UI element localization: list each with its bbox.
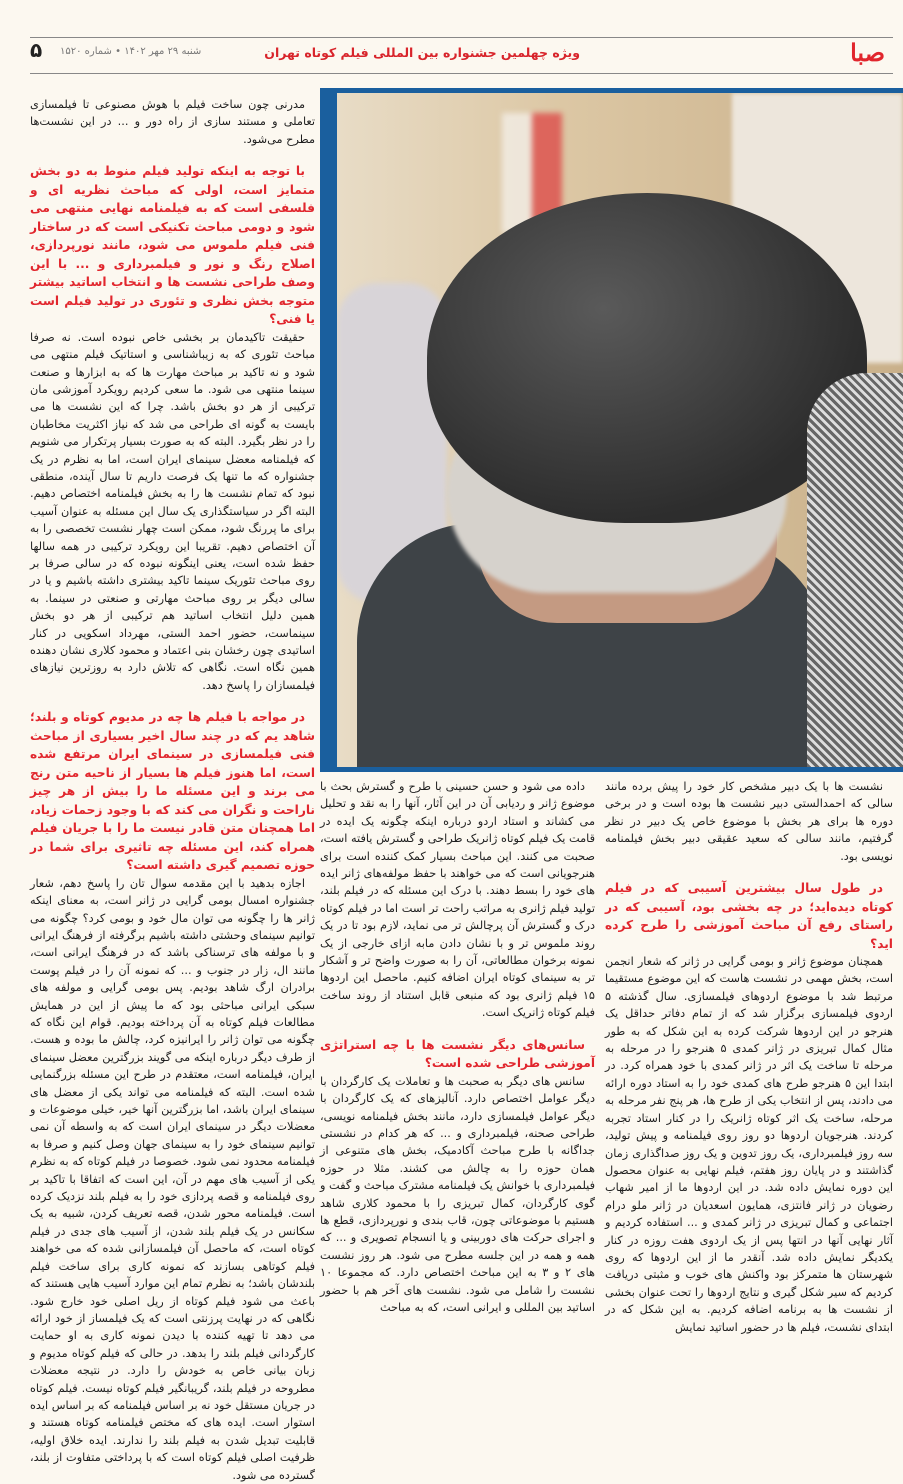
body-paragraph: سانس های دیگر به صحبت ها و تعاملات یک کارگردان با دیگر عوامل اختصاص دارد. آنالیزهای که یک کارگردان با دیگر عوامل فیلمسازی دارد، مانند بخش فیلمنامه نویسی، طراحی صحنه، فیلمبرداری و ... که هر کدام در نشستی جداگانه با طرح مباحث آکادمیک، بخش های متنوعی از همان حوزه را به چالش می کشند. مثلا در حوزه فیلمبرداری با خوانش یک فیلمنامه مشترک مباحث و گفت و گوی کارگردان، کمال تبریزی را با محمود کلاری شاهد هستیم با موضوعاتی چون، قاب بندی و نورپردازی، قطع ها و اجرای حرکت های دوربینی و یا انسجام تصویری و ... که همه و همه در این جلسه مطرح می شود. هر روز نشست های ۲ و ۳ به این مباحث اختصاص دارد. که مجموعا ۱۰ نشست را شامل می شود. نشست های آخر هم با حضور اساتید بین المللی و ایرانی است، که به مباحث bbox=[320, 1074, 595, 1314]
cap bbox=[427, 193, 867, 523]
middle-column bbox=[320, 778, 595, 1316]
left-column bbox=[30, 96, 315, 1484]
body-paragraph: اجازه بدهید با این مقدمه سوال تان را پاسخ دهم، شعار جشنواره امسال بومی گرایی در ژانر است، به معنای اینکه ژانر ها را چگونه می توان مال خود و بومی کرد؟ چگونه می توانیم سینمای وحشتی داشته باشیم برگرفته از فرهنگ ایرانی و با مولفه های ترسناکی باشد که در فرهنگ ایرانی است، مانند ال، زار در جنوب و ... که نمونه آن را در فیلم پوست برادران ارگ شاهد بودیم. پس بومی گرایی و مولفه های سبکی ایرانی مباحثی بود که ما پیش از این در همایش مطالعات فیلم کوتاه به آن پرداخته بودیم. قوام این نگاه که چگونه می توان ژانر را ایرانیزه کرد، چالش ما بوده و هست. از طرف دیگر درباره اینکه می گویند بزرگترین معضل سینمای ایران، فیلمنامه است، معتقدم در طرح این مسئله بزرگنمایی شده است. البته که فیلمنامه می تواند یکی از معضل های سینمای ایران باشد، اما بزرگترین آنها خیر، خیلی موضوعات و معضلات دیگر در سینمای ایران است که به واسطه آن نمی توانیم سینمای خود را به سینمای جهان وصل کنیم و صرفا به فیلمنامه محدود نمی شود. خصوصا در فیلم کوتاه که به نظرم یکی از آسیب های مهم در آن، این است که اتفاقا با تاکید بر روی فیلمنامه و قصه پردازی خود را به فیلم بلند نزدیک کرده است. فیلمنامه محور شدن، قصه تعریف کردن، شبیه به یک سکانس در یک فیلم بلند شدن، از آسیب های جدی در فیلم کوتاه است، که ماحصل آن فیلمسازانی شده که می خواهند فیلم کوتاهی بسازند که نمونه کاری برای ساخت فیلم بلندشان باشد؛ به نظرم تمام این موارد آسیب هایی هستند که باعث می شود فیلم کوتاه از ریل اصلی خود خارج شود. نگاهی که در نهایت پرزنتی است که یک فیلمساز از خود ارائه می دهد تا تهیه کننده با دیدن نمونه کاری به او حمایت کارگردانی فیلم بلند را بدهد. در حالی که فیلم کوتاه مدیوم و زبان بیانی خاص به خودش را دارد. در نتیجه معضلات مطروحه در فیلم بلند، گریبانگیر فیلم کوتاه نیست. فیلم کوتاه در جریان مستقل خود نه بر اساس فیلمنامه که بر اساس ایده استوار است. ایده های که مختص فیلمنامه کوتاه هستند و قابلیت تبدیل شدن به فیلم بلند را ندارند. ایده خلاق اولیه، ظرفیت اصلی فیلم کوتاه است که با پرداختی متفاوت از بلند، گسترده می شود. bbox=[30, 876, 315, 1482]
body-paragraph: نشست ها با یک دبیر مشخص کار خود را پیش برده مانند سالی که احمدالستی دبیر نشست ها بوده است و در برخی دوره ها برای هر بخش با موضوع خاص یک دبیر در نظر گرفتیم، مانند سالی که سعید عقیقی دبیر بخش فیلمنامه نویسی بود. bbox=[605, 780, 893, 863]
newspaper-logo: صبا bbox=[850, 38, 885, 67]
body-paragraph: همچنان موضوع ژانر و بومی گرایی در ژانر که شعار انجمن است، بخش مهمی در نشست هاست که این موضوع مستقیما مرتبط شد با موضوع اردوهای فیلمسازی. سال گذشته ۵ اردوی فیلمسازی برگزار شد که از تمام دفاتر حداقل یک هنرجو در این اردوها شرکت کرده به این شکل که به طور مثال کمال تبریزی در ژانر کمدی ۵ هنرجو را در مرحله به مرحله تا ساخت یک اثر در ژانر کمدی با خود همراه کرد. در ابتدا این ۵ هنرجو طرح های کمدی خود را به استاد دوره ارائه می دادند، پس از انتخاب یکی از طرح ها، هر پنج نفر مرحله به مرحله، ساخت یک اثر کوتاه ژانریک را در کنار استاد تجربه کردند. هنرجویان اردوها دو روز روی فیلمنامه و پیش تولید، سه روز فیلمبرداری، یک روز تدوین و یک روز صداگذاری زمان گذاشتند و در پایان روز هفتم، فیلم نهایی به عنوان محصول این دوره نمایش داده شد. در این اردوها ما از امیر شهاب رضویان در ژانر فانتزی، همایون اسعدیان در ژانر ملو درام اجتماعی و کمال تبریزی در ژانر کمدی و ... استفاده کردیم و آثار نهایی آنها در انتها پس از یک اردوی هفت روزه در کنار یکدیگر نمایش داده شد. آنقدر ما از این اردوها که روی شهرستان ها متمرکز بود واکنش های خوب و مثبتی دریافت کردیم که سیر شکل گیری و نتایج اردوها را تحت عنوان بخشی از نشست ها به برنامه اضافه کردیم. به این شکل که در ابتدای نشست، فیلم ها در حضور اساتید نمایش bbox=[605, 955, 894, 1334]
page-number: ۵ bbox=[30, 38, 43, 62]
interview-question: سانس‌های دیگر نشست ها با چه استراتژی آموزشی طراحی شده است؟ bbox=[320, 1037, 595, 1071]
body-paragraph: حقیقت تاکیدمان بر بخشی خاص نبوده است. نه صرفا مباحث تئوری که به زیباشناسی و استاتیک فیلم منتهی می شود و نه تاکید بر مباحث مهارت ها که به ابزارها و صنعت سینما منتهی می شود. ما سعی کردیم رویکرد آموزشی مان ترکیبی از هر دو بخش باشد. چرا که این نشست ها می بایست به گونه ای طراحی می شد که نیاز اکثریت مخاطبان را در نظر بگیرد. البته که به صورت بسیار پرتکرار می شنویم که فیلمنامه معضل سینمای ایران است، اما به نظرم در یک جشنواره که ما تنها یک فرصت داریم تا سال آینده، منطقی نبود که تمام نشست ها را به بخش فیلمنامه اختصاص دهیم. البته اگر در سیاستگذاری یک سال این مسئله به عنوان آسیب برای ما پررنگ شود، ممکن است چهار نشست تخصصی را به آن اختصاص دهیم. تقریبا این رویکرد ترکیبی در همه سالها حفظ شده است، یعنی اینگونه نبوده که در سالی صرفا بر روی مباحث تئوریک سینما تاکید بیشتری داشته باشیم و یا در سالی دیگر بر روی مباحث مهارتی و صنعتی در سینما. به همین دلیل انتخاب اساتید هم ترکیبی از هر دو بخش سینماست، حضور احمد الستی، مهرداد اسکویی در کنار اساتیدی چون رخشان بنی اعتماد و محمود کلاری نشان دهنده همین نگاه است. نگاهی که تلاش دارد به روزترین نیازهای فیلمسازان را پاسخ دهد. bbox=[30, 330, 315, 692]
body-paragraph: مدرنی چون ساخت فیلم با هوش مصنوعی تا فیلمسازی تعاملی و مستند سازی از راه دور و ... در این نشست‌ها مطرح می‌شود. bbox=[30, 98, 315, 146]
supplement-title: ویژه چهلمین جشنواره بین المللی فیلم کوتاه تهران bbox=[264, 45, 580, 60]
right-column bbox=[605, 778, 893, 1336]
interview-question: با توجه به اینکه تولید فیلم منوط به دو بخش متمایز است، اولی که مباحث نظریه ای و فلسفی است که به فیلمنامه نهایی منتهی می شود و دومی مباحث تکنیکی است که در ساختار فنی فیلم ملموس می شود، مانند نورپردازی، اصلاح رنگ و نور و فیلمبرداری و ... با این وصف طراحی نشست ها و انتخاب اساتید بیشتر متوجه بخش نظری و تئوری در تولید فیلم است یا فنی؟ bbox=[30, 164, 315, 327]
interview-photo bbox=[337, 93, 903, 767]
header-bottom-rule bbox=[30, 73, 893, 74]
page-header bbox=[30, 40, 885, 68]
body-paragraph: داده می شود و حسن حسینی با طرح و گسترش بحث با موضوع ژانر و ردیابی آن در این آثار، آنها را به نقد و تحلیل می کشاند و استاد اردو درباره اینکه چگونه یک ایده در قامت یک فیلم کوتاه ژانریک طراحی و گسترش یافته است، صحبت می کنند. این مباحث بسیار کمک کننده است برای هنرجویانی است که می خواهند با حفظ مولفه‌های ژانر ایده های خود را بسط دهند. با درک این مسئله که در فیلم بلند، تولید فیلم ژانری به مراتب راحت تر است اما در فیلم کوتاه درک و گسترش آن پرچالش تر می نماید، لازم بود تا در یک روند ملموس تر و با نشان دادن مابه ازای خارجی از یک نمونه برخوان مطالعاتی، آن را به صورت واضح تر و آشکار تر به سینمای کوتاه ایران اضافه کنیم. ماحصل این اردوها ۱۵ فیلم ژانری بود که منبعی قابل استناد از روند ساخت فیلم کوتاه ژانریک است. bbox=[320, 780, 595, 1020]
interview-question: در طول سال بیشترین آسیبی که در فیلم کوتاه دیده‌اید؛ در چه بخشی بود، آسیبی که در راستای رفع آن مباحث آموزشی را طرح کرده اید؟ bbox=[605, 881, 893, 951]
issue-date: شنبه ۲۹ مهر ۱۴۰۲ • شماره ۱۵۲۰ bbox=[60, 46, 202, 57]
side-person-pattern bbox=[807, 373, 903, 767]
header-top-rule bbox=[30, 37, 893, 38]
interview-question: در مواجه با فیلم ها چه در مدیوم کوتاه و بلند؛ شاهد یم که در چند سال اخیر بسیاری از مباحث فنی فیلمسازی در سینمای ایران مرتفع شده است، اما هنوز فیلم ها بسیار از ناحیه متن رنج می برند و این مسئله ما را بیش از هر چیز ناراحت و نگران می کند که با وجود زحمات زیاد، اما همچنان متن قادر نیست ما را با جریان فیلم همراه کند، این مسئله چه تاثیری برای شما در حوزه تصمیم گیری داشته است؟ bbox=[30, 710, 315, 873]
